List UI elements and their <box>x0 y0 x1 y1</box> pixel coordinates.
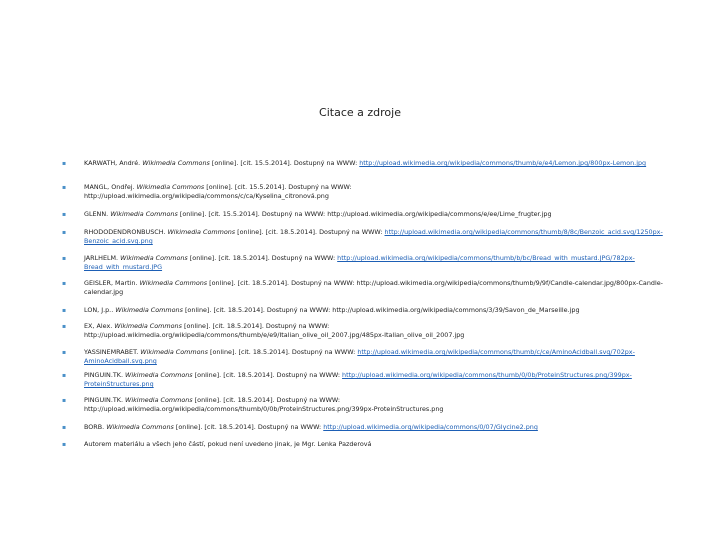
citation-details: [online]. [cit. 18.5.2014]. Dostupný na WWW: <box>173 423 324 431</box>
citation-source: Wikimedia Commons <box>125 371 193 379</box>
citation-text <box>84 254 696 273</box>
citation-link[interactable]: http://upload.wikimedia.org/wikipedia/commons/thumb/e/e4/Lemon.jpg/800px-Lemon.jpg <box>359 159 647 167</box>
citation-text <box>84 210 696 219</box>
citation-author: PINGUIN.TK. <box>84 371 126 379</box>
citation-link[interactable]: http://upload.wikimedia.org/wikipedia/commons/thumb/8/8c/Benzoic_acid.svg/1250px-Benzoic_acid.svg.png <box>84 228 663 246</box>
citation-author: JARLHELM. <box>84 254 121 262</box>
page-title: Citace a zdroje <box>319 106 401 119</box>
citation-link[interactable]: http://upload.wikimedia.org/wikipedia/commons/thumb/0/0b/ProteinStructures.png/399px-ProteinStructures.png <box>84 371 632 389</box>
citation-source: Wikimedia Commons <box>115 306 183 314</box>
citation-details: [online]. [cit. 15.5.2014]. Dostupný na WWW: http://upload.wikimedia.org/wikipedia/commons/e/ee/Lime_frugter.jpg <box>177 210 552 218</box>
citation-details: [online]. [cit. 18.5.2014]. Dostupný na WWW: http://upload.wikimedia.org/wikipedia/commons/thumb/9/9f/Candle-calendar.jpg/800px-Candle-calendar.jpg <box>84 279 663 297</box>
citation-text <box>84 279 696 298</box>
citation-link[interactable]: http://upload.wikimedia.org/wikipedia/commons/thumb/b/bc/Bread_with_mustard.JPG/782px-Bread_with_mustard.JPG <box>84 254 635 272</box>
citation-details: [online]. [cit. 18.5.2014]. Dostupný na WWW: <box>187 254 338 262</box>
citation-source: Wikimedia Commons <box>120 254 188 262</box>
citation-text <box>84 423 696 432</box>
citation-author: PINGUIN.TK. <box>84 396 126 404</box>
bullet-icon: ▪ <box>62 372 67 379</box>
citation-url: http://upload.wikimedia.org/wikipedia/commons/thumb/e/e9/Italian_olive_oil_2007.jpg/485px-Italian_olive_oil_2007.jpg <box>84 331 465 340</box>
citation-author: GLENN. <box>84 210 111 218</box>
citation-author: BORB. <box>84 423 107 431</box>
citation-source: Wikimedia Commons <box>140 348 208 356</box>
citation-text <box>84 371 696 390</box>
citation-details: [online]. [cit. 15.5.2014]. Dostupný na WWW: <box>209 159 360 167</box>
citation-author: Autorem materiálu a všech jeho částí, pokud není uvedeno jinak, je Mgr. Lenka Pazderová <box>84 440 372 448</box>
citation-author: LON, J.p.. <box>84 306 116 314</box>
citation-author: EX, Alex. <box>84 322 115 330</box>
citation-source: Wikimedia Commons <box>136 183 205 191</box>
bullet-icon: ▪ <box>62 307 67 314</box>
citation-url: http://upload.wikimedia.org/wikipedia/commons/thumb/0/0b/ProteinStructures.png/399px-ProteinStructures.png <box>84 405 444 414</box>
citation-text <box>84 306 696 315</box>
bullet-icon: ▪ <box>62 255 67 262</box>
citation-text <box>84 322 696 341</box>
citation-source: Wikimedia Commons <box>110 210 178 218</box>
citation-source: Wikimedia Commons <box>114 322 182 330</box>
bullet-icon: ▪ <box>62 184 67 191</box>
citation-author: GEISLER, Martin. <box>84 279 140 287</box>
bullet-icon: ▪ <box>62 424 67 431</box>
citation-text <box>84 396 696 415</box>
citation-link[interactable]: http://upload.wikimedia.org/wikipedia/commons/0/07/Glycine2.png <box>323 423 538 431</box>
citation-details: [online]. [cit. 15.5.2014]. Dostupný na WWW: <box>204 183 352 191</box>
citation-details: [online]. [cit. 18.5.2014]. Dostupný na WWW: <box>192 396 341 404</box>
bullet-icon: ▪ <box>62 349 67 356</box>
bullet-icon: ▪ <box>62 280 67 287</box>
citation-details: [online]. [cit. 18.5.2014]. Dostupný na WWW: <box>235 228 385 236</box>
citation-text <box>84 159 696 168</box>
citation-source: Wikimedia Commons <box>139 279 208 287</box>
citation-text <box>84 440 696 449</box>
citation-text <box>84 348 696 367</box>
citation-text <box>84 183 696 202</box>
citation-author: RHODODENDRONBUSCH. <box>84 228 168 236</box>
bullet-icon: ▪ <box>62 441 67 448</box>
citation-text <box>84 228 696 247</box>
bullet-icon: ▪ <box>62 211 67 218</box>
citation-details: [online]. [cit. 18.5.2014]. Dostupný na WWW: <box>181 322 330 330</box>
citation-details: [online]. [cit. 18.5.2014]. Dostupný na WWW: <box>207 348 358 356</box>
citation-source: Wikimedia Commons <box>125 396 193 404</box>
citation-url: http://upload.wikimedia.org/wikipedia/commons/c/ca/Kyselina_citronová.png <box>84 192 329 201</box>
citation-author: MANGL, Ondřej. <box>84 183 137 191</box>
bullet-icon: ▪ <box>62 397 67 404</box>
citation-source: Wikimedia Commons <box>142 159 210 167</box>
citation-link[interactable]: http://upload.wikimedia.org/wikipedia/commons/thumb/c/ce/AminoAcidball.svg/702px-AminoAcidball.svg.png <box>84 348 635 366</box>
bullet-icon: ▪ <box>62 229 67 236</box>
citation-details: [online]. [cit. 18.5.2014]. Dostupný na WWW: http://upload.wikimedia.org/wikipedia/commons/3/39/Savon_de_Marseille.jpg <box>182 306 580 314</box>
bullet-icon: ▪ <box>62 323 67 330</box>
citation-source: Wikimedia Commons <box>106 423 174 431</box>
citation-author: YASSINEMRABET. <box>84 348 141 356</box>
citation-author: KARWATH, André. <box>84 159 143 167</box>
bullet-icon: ▪ <box>62 160 67 167</box>
citation-source: Wikimedia Commons <box>167 228 236 236</box>
citation-details: [online]. [cit. 18.5.2014]. Dostupný na WWW: <box>192 371 343 379</box>
